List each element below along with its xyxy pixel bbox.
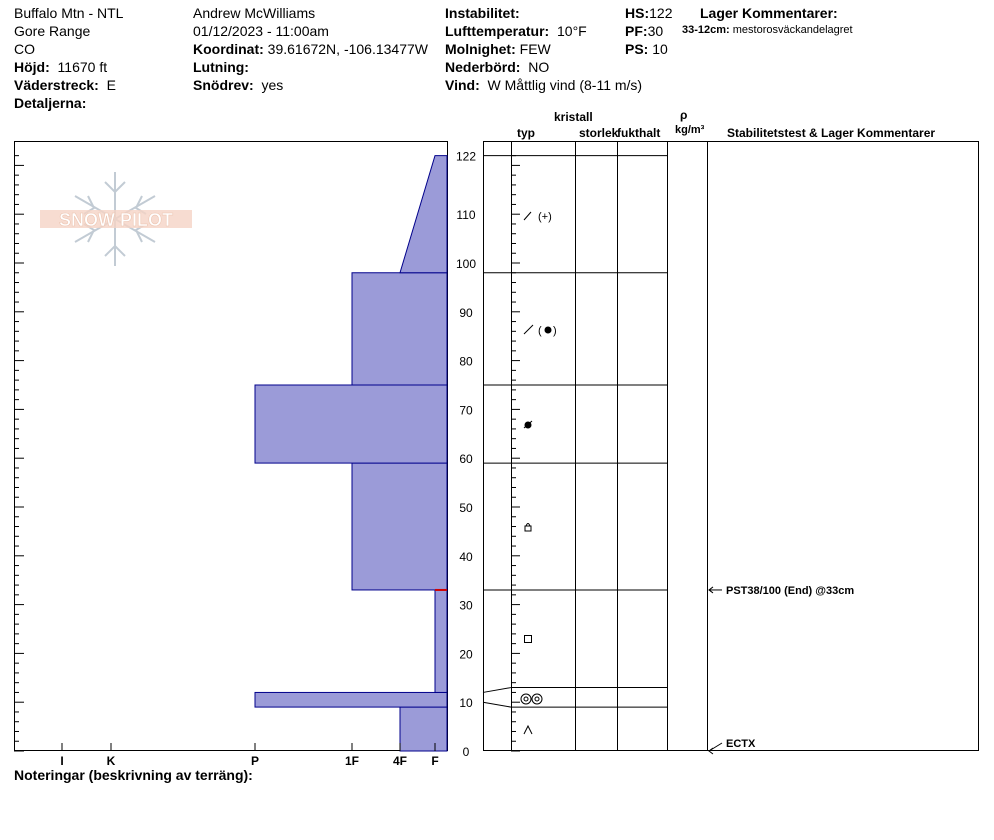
air-temp-label: Lufttemperatur: [445,23,550,39]
depth-tick-label: 50 [459,501,473,515]
mountain-range: Gore Range [14,23,91,39]
depth-tick-label: 80 [459,354,473,369]
ps-value: 10 [652,41,668,57]
layer-comment-text: mestorosväckandelagret [732,24,853,36]
svg-text:(+): (+) [538,211,552,223]
test-label: PST38/100 (End) @33cm [726,584,855,597]
svg-text:): ) [553,325,557,337]
grain-decomposing-precip-icon [524,211,552,223]
instability-label: Instabilitet: [445,5,520,21]
layer-connector [483,688,511,693]
depth-tick-label: 20 [459,647,473,662]
layer-connectors [483,156,511,707]
grain-surface-hoar-icon [521,694,542,704]
hardness-tick-label: 4F [392,754,408,768]
grain-faceted-rounded-icon [525,524,531,532]
wind-value: W Måttlig vind (8-11 m/s) [487,77,643,93]
hardness-profile [255,156,447,751]
grain-rounded-icon [524,421,532,428]
grain-decomposing-rounds-icon [524,325,557,337]
hardness-tick-label: 1F [344,754,360,768]
pf-value: 30 [647,23,664,39]
depth-tick-label: 30 [459,598,473,613]
grain-symbols [521,211,557,734]
hardness-layer-top [400,156,447,273]
datetime: 01/12/2023 - 11:00am [193,23,329,39]
sky-value: FEW [519,41,551,57]
hardness-layer [352,273,447,385]
test-label: ECTX [726,738,756,750]
hs-value: 122 [649,5,673,21]
elevation-value: 11670 ft [57,59,108,75]
depth-tick-label: 40 [459,549,473,564]
depth-tick-label: 0 [462,745,470,759]
hardness-tick-label: I [60,754,64,768]
pf-label: PF: [625,23,648,39]
svg-text:(: ( [538,325,542,337]
layer-connector [483,702,511,707]
air-temp-value: 10°F [557,23,587,39]
layer-comment-range: 33-12cm: [682,24,730,36]
depth-tick-label: 10 [459,696,473,711]
hardness-layer [255,385,447,463]
aspect-label: Väderstreck: [14,77,99,93]
elevation-label: Höjd: [14,59,50,75]
slope-label: Lutning: [193,59,249,75]
wind-label: Vind: [445,77,480,93]
depth-tick-label: 122 [455,149,477,164]
stability-tests [709,585,854,754]
hardness-layer [255,692,447,707]
layer-boundaries [511,156,667,707]
depth-tick-label: 100 [455,257,477,271]
grain-depth-hoar-icon [524,726,532,734]
hardness-tick-label: F [431,754,439,768]
hardness-layer [435,590,447,692]
grain-faceted-icon [525,636,532,643]
logo-text: SNOW PILOT [59,210,173,230]
coordinate-value: 39.61672N, -106.13477W [267,41,428,57]
hardness-layer [352,463,447,590]
depth-tick-label: 60 [459,452,473,467]
col-stability: Stabilitetstest & Lager Kommentarer [727,126,936,140]
precip-label: Nederbörd: [445,59,521,75]
snowpilot-logo [40,172,192,266]
wind-loading-value: yes [261,77,284,93]
precip-value: NO [528,59,550,75]
col-type: typ [517,126,535,140]
sky-label: Molnighet: [445,41,516,57]
terrain-notes-label: Noteringar (beskrivning av terräng): [14,767,253,783]
col-density-unit: kg/m³ [675,124,705,136]
hardness-tick-label: P [250,754,260,768]
details-label: Detaljerna: [14,95,87,111]
state: CO [14,41,35,57]
layer-table-frame [484,142,979,751]
observer: Andrew McWilliams [193,5,316,21]
hardness-layer [400,707,447,751]
depth-tick-label: 70 [459,403,473,418]
depth-tick-label: 110 [456,208,476,223]
hardness-tick-label: K [106,754,116,768]
col-rho: ρ [680,108,688,122]
col-size: storlek [579,126,619,140]
wind-loading-label: Snödrev: [193,77,254,93]
hardness-axis [60,743,438,768]
hs-label: HS: [625,5,650,21]
col-crystal: kristall [554,110,593,124]
layer-comments-title: Lager Kommentarer: [700,5,838,21]
location-name: Buffalo Mtn - NTL [14,5,124,21]
aspect-value: E [106,77,116,93]
ps-label: PS: [625,41,649,57]
coordinate-label: Koordinat: [193,41,264,57]
depth-tick-label: 90 [459,305,473,320]
col-moisture: fukthalt [617,126,661,140]
